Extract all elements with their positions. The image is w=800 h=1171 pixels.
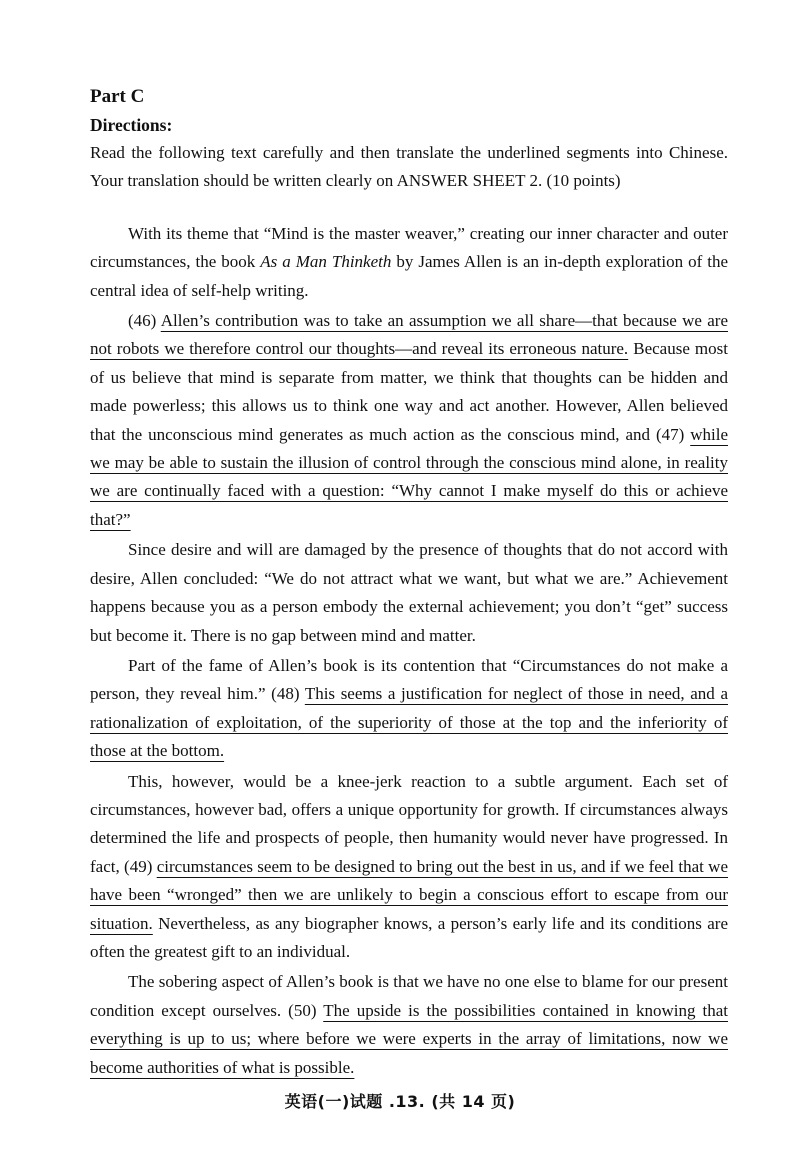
p1-text-a: With its theme that “Mind is the master weaver,” creating our inner character and outer circumstances, the book (90, 223, 728, 272)
page-content (90, 83, 728, 1084)
page-footer: 英语(一)试题 .13. (共 14 页) (284, 1092, 516, 1111)
question-49-number: (49) (124, 856, 157, 876)
question-49-segment: circumstances seem to be designed to bring out the best in us, and if we feel that we have been “wronged” then we are unlikely to begin a conscious effort to escape from our situation. (90, 856, 729, 933)
paragraph-3: Since desire and will are damaged by the presence of thoughts that do not accord with desire, Allen concluded: “We do not attract what we want, but what we are.” Achievement happens because you as a person embody the external achievement; you don’t “get” success but become it. There is no gap between mind and matter. (90, 540, 728, 645)
question-46-number: (46) (128, 311, 161, 331)
question-50-segment: The upside is the possibilities contained in knowing that everything is up to us; where before we were experts in the array of limitations, now we become authorities of what is possible. (90, 1000, 729, 1077)
question-50-number: (50) (288, 1000, 324, 1020)
paragraph-1 (90, 220, 728, 305)
p5-text-b: Nevertheless, as any biographer knows, a person’s early life and its conditions are often the greatest gift to an individual. (90, 913, 728, 961)
part-title: Part C (90, 86, 145, 107)
question-47-segment: while we may be able to sustain the illusion of control through the conscious mind alone, in reality we are continually faced with a question: “Why cannot I make myself do this or achieve that?” (90, 424, 728, 529)
question-48-segment: This seems a justification for neglect of those in need, and a rationalization of exploitation, of the superiority of those at the top and the inferiority of those at the bottom. (90, 684, 728, 761)
question-48-number: (48) (271, 684, 305, 704)
paragraph-5 (90, 768, 728, 967)
paragraph-6 (90, 968, 728, 1082)
paragraph-4 (90, 652, 728, 766)
paragraph-2 (90, 307, 728, 534)
p6-text-a: The sobering aspect of Allen’s book is that we have no one else to blame for our present condition except ourselves. (90, 972, 728, 1020)
p2-text-a: Because most of us believe that mind is separate from matter, we think that thoughts can be hidden and made powerless; this allows us to think one way and act another. However, Allen believed that the unconscious mind generates as much action as the conscious mind, and (90, 339, 728, 444)
p5-text-a: This, however, would be a knee-jerk reaction to a subtle argument. Each set of circumstances, however bad, offers a unique opportunity for growth. If circumstances always determined the life and prospects of people, then humanity would never have progressed. In fact, (90, 771, 728, 876)
question-47-number: (47) (655, 424, 691, 444)
p4-text-a: Part of the fame of Allen’s book is its contention that “Circumstances do not make a person, they reveal him.” (90, 655, 728, 704)
book-title: As a Man Thinketh (260, 252, 392, 272)
question-46-segment: Allen’s contribution was to take an assumption we all share—that because we are not robots we therefore control our thoughts—and reveal its erroneous nature. (90, 311, 729, 359)
p1-text-b: by James Allen is an in-depth exploration of the central idea of self-help writing. (90, 252, 728, 300)
directions-text: Read the following text carefully and then translate the underlined segments into Chinese. Your translation should be written clearly on ANSWER SHEET 2. (10 points) (90, 143, 728, 191)
directions-label: Directions: (90, 115, 173, 135)
